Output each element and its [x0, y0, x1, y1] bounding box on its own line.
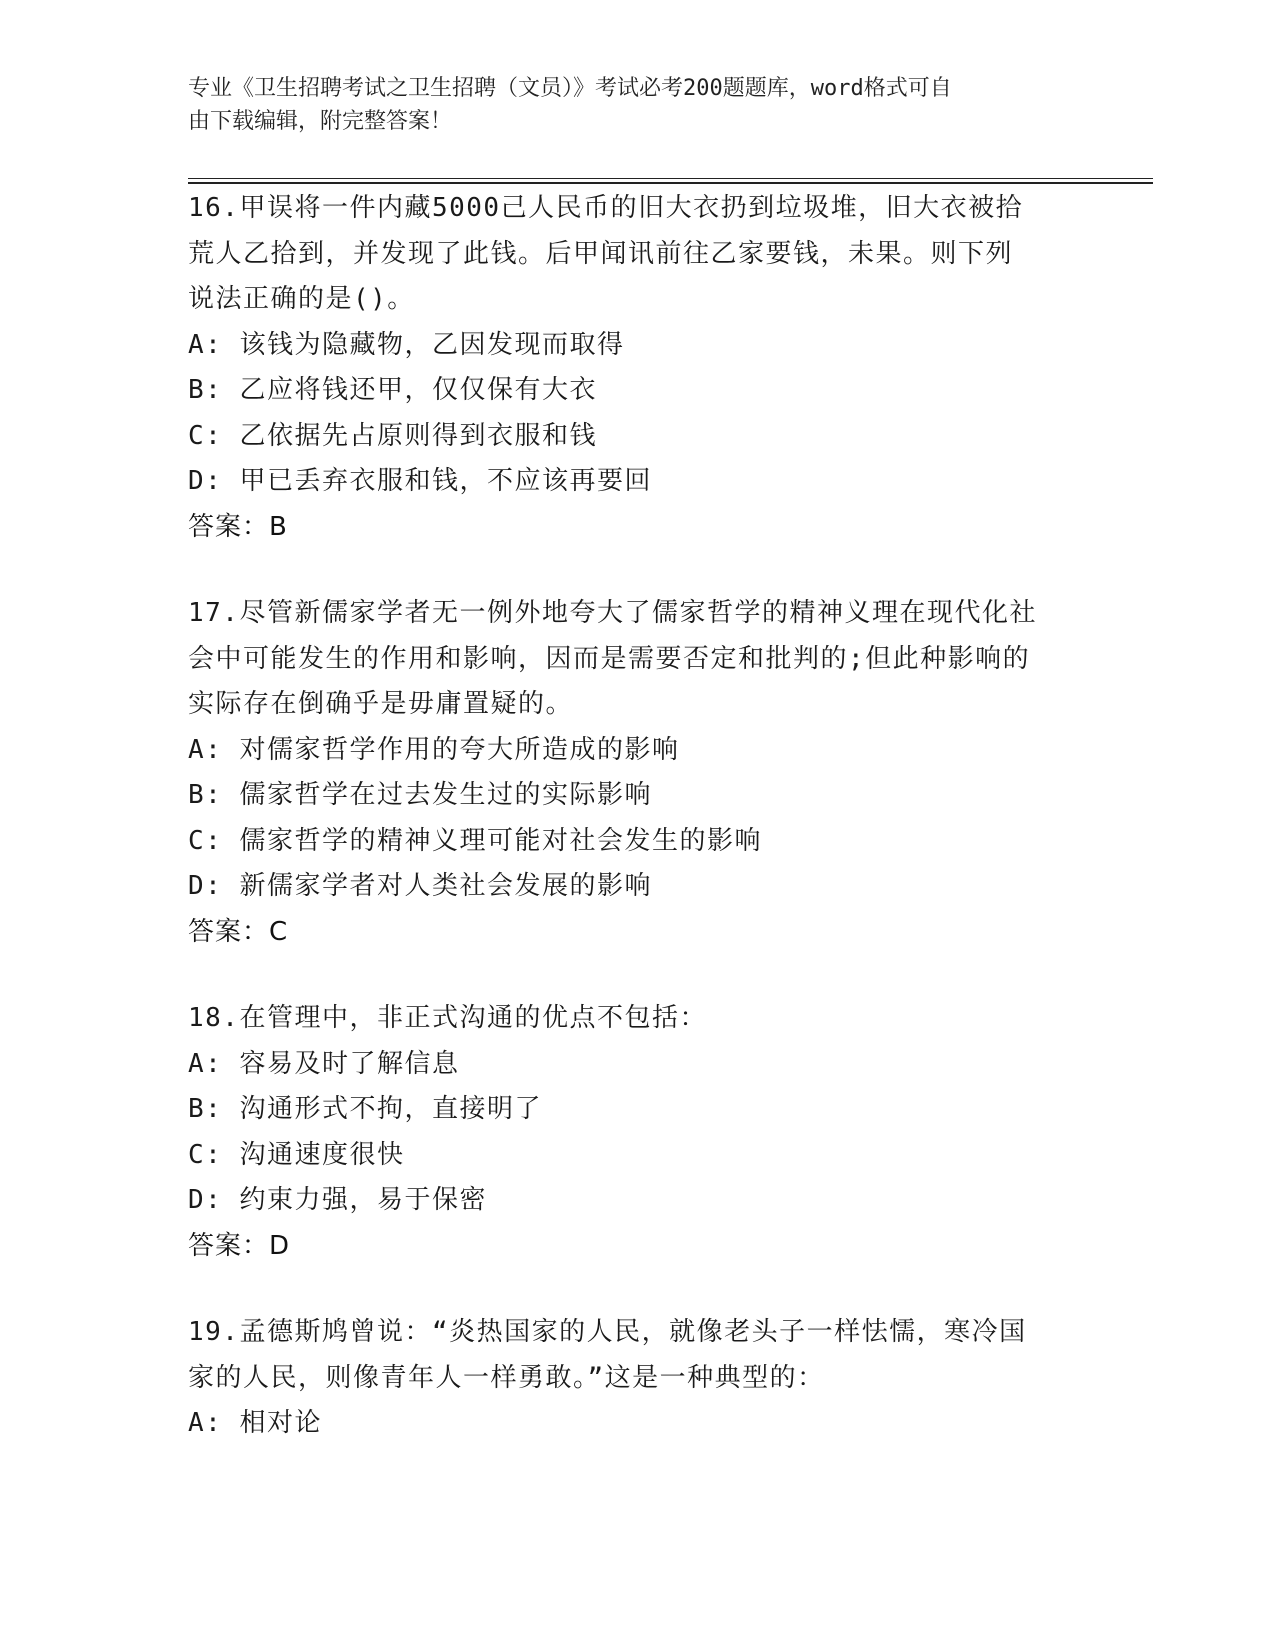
- option-a: A: 容易及时了解信息: [188, 1048, 460, 1079]
- option-a: A: 该钱为隐藏物，乙因发现而取得: [188, 329, 625, 360]
- question-18: [188, 996, 1088, 1269]
- header-line: 由下载编辑，附完整答案！: [188, 109, 453, 134]
- question-text: 18.在管理中，非正式沟通的优点不包括：: [188, 1003, 707, 1033]
- option-d: D: 甲已丢弃衣服和钱，不应该再要回: [188, 466, 652, 496]
- question-16: [188, 186, 1088, 550]
- question-19: [188, 1310, 1088, 1447]
- answer-label: 答案：D: [188, 1230, 291, 1261]
- option-b: B: 沟通形式不拘，直接明了: [188, 1094, 542, 1124]
- option-c: C: 沟通速度很快: [188, 1139, 405, 1170]
- question-text: 荒人乙拾到，并发现了此钱。后甲闻讯前往乙家要钱，未果。则下列: [188, 238, 1014, 269]
- question-text: 说法正确的是()。: [188, 284, 415, 314]
- header-line: 专业《卫生招聘考试之卫生招聘（文员）》考试必考200题题库，word格式可自: [188, 76, 952, 101]
- question-text: 19.孟德斯鸠曾说：“炎热国家的人民，就像老头子一样怯懦，寒冷国: [188, 1317, 1027, 1347]
- option-c: C: 儒家哲学的精神义理可能对社会发生的影响: [188, 825, 762, 856]
- answer-label: 答案：C: [188, 916, 289, 947]
- option-d: D: 新儒家学者对人类社会发展的影响: [188, 871, 652, 901]
- question-text: 17.尽管新儒家学者无一例外地夸大了儒家哲学的精神义理在现代化社: [188, 598, 1037, 628]
- question-17: [188, 591, 1088, 955]
- question-text: 家的人民，则像青年人一样勇敢。”这是一种典型的：: [188, 1362, 825, 1393]
- option-b: B: 儒家哲学在过去发生过的实际影响: [188, 780, 652, 810]
- option-b: B: 乙应将钱还甲，仅仅保有大衣: [188, 375, 597, 405]
- question-text: 实际存在倒确乎是毋庸置疑的。: [188, 689, 574, 719]
- question-list: [188, 186, 1088, 1488]
- option-a: A: 相对论: [188, 1408, 322, 1438]
- header-divider-thick: [188, 182, 1153, 184]
- header-divider-thin: [188, 178, 1153, 179]
- question-text: 会中可能发生的作用和影响，因而是需要否定和批判的;但此种影响的: [188, 643, 1031, 674]
- answer-label: 答案：B: [188, 511, 288, 542]
- option-c: C: 乙依据先占原则得到衣服和钱: [188, 420, 597, 451]
- question-text: 16.甲误将一件内藏5000己人民币的旧大衣扔到垃圾堆，旧大衣被拾: [188, 193, 1024, 223]
- document-header: [188, 72, 1088, 138]
- option-d: D: 约束力强，易于保密: [188, 1185, 487, 1215]
- option-a: A: 对儒家哲学作用的夸大所造成的影响: [188, 734, 680, 765]
